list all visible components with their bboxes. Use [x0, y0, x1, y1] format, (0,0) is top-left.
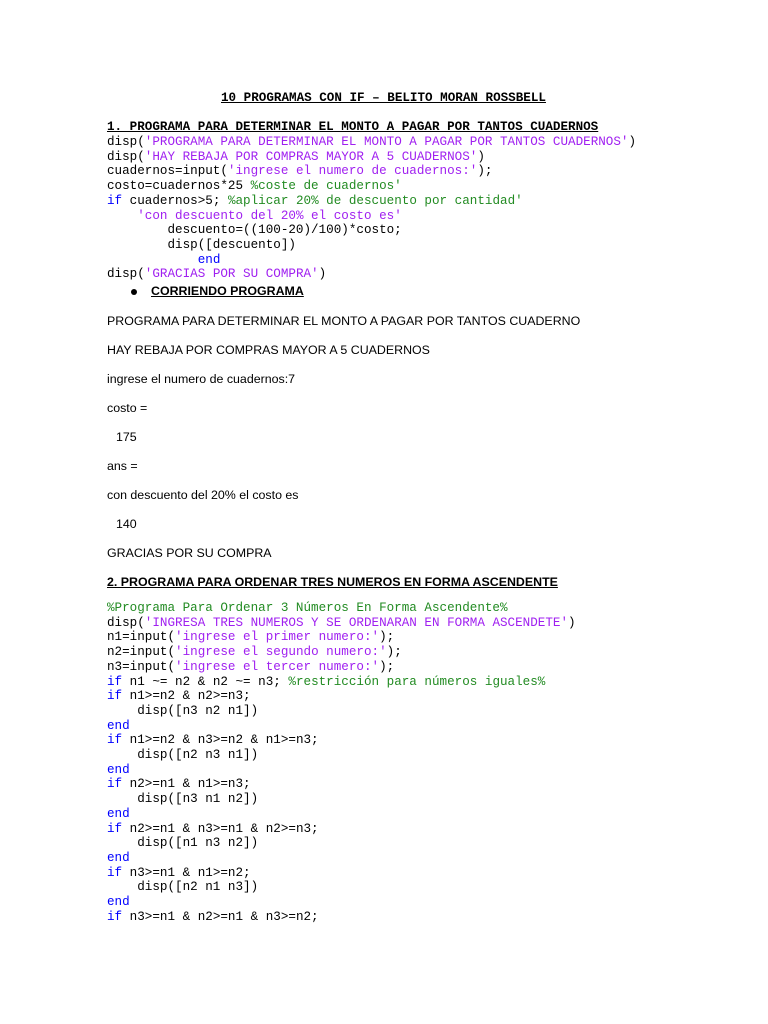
code-token: 'ingrese el tercer numero:' — [175, 659, 380, 674]
output-line: ans = — [107, 459, 138, 473]
code-token: n1=input( — [107, 630, 176, 645]
code-line — [107, 777, 251, 792]
code-token: cuadernos=input( — [107, 164, 228, 179]
code-token: ) — [318, 267, 327, 282]
code-token: disp([n1 n3 n2]) — [107, 836, 259, 851]
code-line — [107, 733, 319, 748]
code-line — [107, 660, 394, 675]
code-line — [107, 164, 492, 179]
code-token: disp([n3 n2 n1]) — [107, 703, 259, 718]
code-token: end — [107, 806, 130, 821]
code-token: disp([n2 n3 n1]) — [107, 748, 259, 762]
code-line — [107, 135, 636, 150]
code-token: ); — [477, 164, 493, 179]
code-line — [107, 880, 258, 895]
code-token: ) — [568, 615, 576, 630]
code-token: disp([descuento]) — [107, 237, 296, 252]
code-token: 'PROGRAMA PARA DETERMINAR EL MONTO A PAGAR POR TANTOS CUADERNOS' — [144, 135, 629, 149]
code-line — [107, 267, 326, 282]
code-token: n1>=n2 & n3>=n2 & n1>=n3; — [122, 733, 319, 748]
code-token: 'ingrese el numero de cuadernos:' — [227, 164, 478, 179]
code-token: disp( — [107, 135, 145, 149]
code-token: if — [107, 733, 123, 748]
code-token: ) — [477, 149, 485, 164]
code-line — [107, 748, 258, 763]
code-token: 'ingrese el segundo numero:' — [175, 645, 387, 660]
code-token: if — [107, 689, 123, 704]
code-token: n2>=n1 & n1>=n3; — [122, 777, 251, 792]
section-1-heading: 1. PROGRAMA PARA DETERMINAR EL MONTO A PAGAR POR TANTOS CUADERNOS — [107, 120, 599, 134]
code-token: n2=input( — [107, 645, 176, 660]
code-token: disp( — [107, 615, 145, 630]
code-line — [107, 822, 319, 837]
code-token — [107, 209, 137, 223]
code-token: 'INGRESA TRES NUMEROS Y SE ORDENARAN EN FORMA ASCENDETE' — [144, 615, 569, 630]
code-line — [107, 645, 402, 660]
code-token: 'con descuento del 20% el costo es' — [137, 208, 402, 223]
code-token: costo=cuadernos*25 — [107, 179, 251, 194]
code-line — [107, 851, 130, 866]
code-line — [107, 763, 130, 778]
code-line — [107, 616, 576, 631]
output-value: 175 — [116, 430, 137, 444]
section-2-heading: 2. PROGRAMA PARA ORDENAR TRES NUMEROS EN FORMA ASCENDENTE — [107, 575, 558, 589]
code-line — [107, 807, 130, 822]
code-line — [107, 866, 251, 881]
code-token: %Programa Para Ordenar 3 Números En Forma Ascendente% — [107, 601, 508, 615]
code-line — [107, 792, 258, 807]
code-token: if — [107, 193, 123, 208]
code-line — [107, 910, 319, 925]
code-token: end — [107, 718, 130, 733]
code-token: if — [107, 674, 123, 689]
code-line — [107, 601, 508, 616]
output-line: HAY REBAJA POR COMPRAS MAYOR A 5 CUADERNOS — [107, 343, 430, 357]
code-token: 'GRACIAS POR SU COMPRA' — [144, 267, 319, 282]
code-token: ); — [379, 630, 395, 645]
code-token: if — [107, 777, 123, 792]
code-line — [107, 194, 523, 209]
code-token: end — [197, 252, 221, 267]
code-token: %restricción para números iguales% — [288, 674, 546, 689]
code-token: disp( — [107, 149, 145, 164]
code-token: end — [107, 850, 130, 865]
output-value: 140 — [116, 517, 137, 531]
code-token: n2>=n1 & n3>=n1 & n2>=n3; — [122, 821, 319, 836]
code-token: n3>=n1 & n1>=n2; — [122, 865, 251, 880]
code-token: 'ingrese el primer numero:' — [175, 630, 380, 645]
bullet-icon — [131, 289, 137, 295]
code-line — [107, 704, 258, 719]
output-line: GRACIAS POR SU COMPRA — [107, 546, 272, 560]
output-line: con descuento del 20% el costo es — [107, 488, 299, 502]
section-1-run-label: CORRIENDO PROGRAMA — [151, 284, 304, 298]
code-line — [107, 836, 258, 851]
code-token: n1>=n2 & n2>=n3; — [122, 689, 251, 704]
code-token: end — [107, 762, 130, 777]
code-token: n3=input( — [107, 659, 176, 674]
code-token: n3>=n1 & n2>=n1 & n3>=n2; — [122, 909, 319, 924]
code-line — [107, 150, 485, 165]
code-line — [107, 895, 130, 910]
code-line — [107, 719, 130, 734]
code-token: disp( — [107, 267, 145, 282]
code-token: 'HAY REBAJA POR COMPRAS MAYOR A 5 CUADERNOS' — [144, 149, 478, 164]
code-line — [107, 689, 251, 704]
code-token: if — [107, 821, 123, 836]
document-title: 10 PROGRAMAS CON IF – BELITO MORAN ROSSBELL — [221, 91, 546, 105]
output-line: costo = — [107, 401, 148, 415]
output-line: ingrese el numero de cuadernos:7 — [107, 372, 296, 386]
code-line — [107, 209, 402, 224]
code-line — [107, 238, 296, 253]
code-token: if — [107, 909, 123, 924]
code-token: ) — [628, 135, 637, 149]
code-token: cuadernos>5; — [122, 193, 228, 208]
code-line — [107, 179, 402, 194]
code-token: n1 ~= n2 & n2 ~= n3; — [122, 674, 289, 689]
code-line — [107, 253, 220, 268]
code-token: descuento=((100-20)/100)*costo; — [107, 223, 402, 238]
code-token — [107, 253, 198, 267]
code-token: ); — [379, 659, 395, 674]
code-token: ); — [386, 645, 402, 660]
code-line — [107, 675, 545, 690]
code-token: %coste de cuadernos' — [250, 179, 402, 194]
code-line — [107, 223, 402, 238]
code-token: disp([n3 n1 n2]) — [107, 792, 259, 807]
output-line: PROGRAMA PARA DETERMINAR EL MONTO A PAGAR POR TANTOS CUADERNO — [107, 314, 581, 328]
code-token: %aplicar 20% de descuento por cantidad' — [227, 193, 523, 208]
code-token: if — [107, 865, 123, 880]
code-line — [107, 630, 394, 645]
code-token: disp([n2 n1 n3]) — [107, 880, 259, 895]
code-token: end — [107, 895, 130, 909]
